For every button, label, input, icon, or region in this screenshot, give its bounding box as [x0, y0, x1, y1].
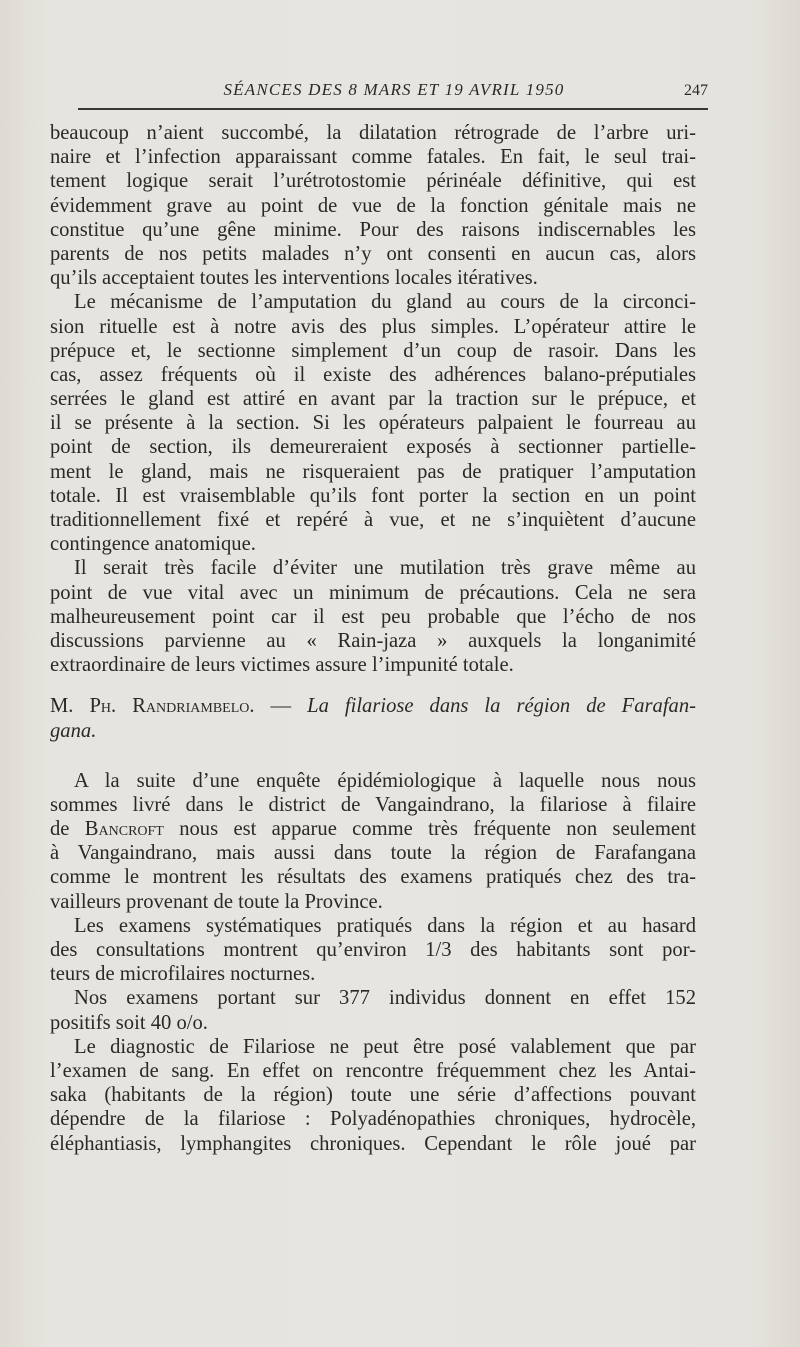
author-prefix: M.: [50, 695, 90, 718]
text-line: constitue qu’une gêne minime. Pour des raisons indiscernables les: [50, 218, 696, 241]
text-line: positifs soit 40 o/o.: [50, 1011, 208, 1034]
text-line: dépendre de la filariose : Polyadénopathies chroniques, hydrocèle,: [50, 1108, 696, 1131]
heading-dash: . —: [249, 695, 308, 718]
text-line: point de section, ils demeureraient exposés à sectionner partielle-: [50, 436, 696, 459]
text-line: malheureusement point car il est peu probable que l’écho de nos: [50, 605, 696, 628]
text-line: teurs de microfilaires nocturnes.: [50, 963, 316, 986]
paragraph-7: [50, 1035, 696, 1156]
text-line: discussions parvienne au « Rain-jaza » auxquels la longanimité: [50, 629, 696, 652]
running-header: [80, 80, 708, 106]
person-name: Bancroft: [84, 818, 164, 841]
author-initial: Ph.: [89, 695, 117, 718]
running-title: SÉANCES DES 8 MARS ET 19 AVRIL 1950: [223, 80, 565, 99]
text-line: à Vangaindrano, mais aussi dans toute la région de Farafangana: [50, 842, 696, 865]
text-line: A la suite d’une enquête épidémiologique à laquelle nous nous: [74, 769, 696, 792]
spacer: [50, 677, 696, 694]
article-title: La filariose dans la région de Farafan-: [307, 695, 697, 718]
text-line: extraordinaire de leurs victimes assure l’impunité totale.: [50, 654, 514, 677]
text-line: contingence anatomique.: [50, 533, 256, 556]
text-line: éléphantiasis, lymphangites chroniques. Cependant le rôle joué par: [50, 1132, 696, 1155]
text-line: ment le gland, mais ne risqueraient pas de pratiquer l’amputation: [50, 460, 696, 483]
author-space: [116, 695, 132, 717]
text-line: vailleurs provenant de toute la Province.: [50, 890, 383, 913]
page-number: 247: [684, 82, 708, 99]
text-line: naire et l’infection apparaissant comme fatales. En fait, le seul trai-: [50, 146, 696, 169]
text-line: comme le montrent les résultats des examens pratiqués chez des tra-: [50, 866, 696, 889]
article-title-cont: gana.: [50, 719, 97, 742]
text-line: Le mécanisme de l’amputation du gland au cours de la circonci-: [74, 291, 696, 314]
text-line: prépuce et, le sectionne simplement d’un coup de rasoir. Dans les: [50, 339, 696, 362]
text-line: [50, 817, 696, 841]
text-line: sommes livré dans le district de Vangaindrano, la filariose à filaire: [50, 793, 696, 816]
text-line: Le diagnostic de Filariose ne peut être posé valablement que par: [74, 1035, 696, 1058]
text-line: l’examen de sang. En effet on rencontre fréquemment chez les Antai-: [50, 1059, 696, 1082]
paragraph-2: [50, 290, 696, 556]
text-line: totale. Il est vraisemblable qu’ils font porter la section en un point: [50, 484, 696, 507]
text-line: cas, assez fréquents où il existe des adhérences balano-préputiales: [50, 363, 696, 386]
text-line: parents de nos petits malades n’y ont consenti en aucun cas, alors: [50, 242, 696, 265]
text-line: des consultations montrent qu’environ 1/3 des habitants sont por-: [50, 939, 696, 961]
text-fragment: de: [50, 818, 85, 841]
text-fragment: nous est apparue comme très fréquente non seulement: [163, 818, 696, 841]
text-line: point de vue vital avec un minimum de précautions. Cela ne sera: [50, 581, 696, 604]
section-heading: [50, 694, 696, 742]
text-line: saka (habitants de la région) toute une série d’affections pouvant: [50, 1084, 696, 1107]
author-name: Randriambelo: [132, 695, 250, 718]
text-line: évidemment grave au point de vue de la fonction génitale mais ne: [50, 194, 696, 217]
body-text: [50, 121, 696, 1156]
paragraph-1: [50, 121, 696, 290]
paragraph-3: [50, 556, 696, 677]
paragraph-4: [50, 769, 696, 914]
text-line: Nos examens portant sur 377 individus donnent en effet 152: [74, 987, 696, 1010]
text-line: serrées le gland est attiré en avant par la traction sur le prépuce, et: [50, 388, 696, 411]
text-line: Les examens systématiques pratiqués dans la région et au hasard: [74, 914, 696, 937]
heading-line: [50, 694, 696, 718]
text-line: il se présente à la section. Si les opérateurs palpaient le fourreau au: [50, 412, 696, 435]
text-line: qu’ils acceptaient toutes les interventions locales itératives.: [50, 267, 538, 290]
text-line: Il serait très facile d’éviter une mutilation très grave même au: [74, 557, 696, 580]
header-rule: [78, 108, 708, 110]
text-line: traditionnellement fixé et repéré à vue, et ne s’inquiètent d’aucune: [50, 509, 696, 531]
text-line: sion rituelle est à notre avis des plus simples. L’opérateur attire le: [50, 315, 696, 338]
text-line: tement logique serait l’urétrotostomie périnéale définitive, qui est: [50, 170, 696, 193]
paragraph-5: [50, 914, 696, 987]
text-line: beaucoup n’aient succombé, la dilatation rétrograde de l’arbre uri-: [50, 122, 696, 144]
paragraph-6: [50, 986, 696, 1034]
spacer: [50, 743, 696, 769]
